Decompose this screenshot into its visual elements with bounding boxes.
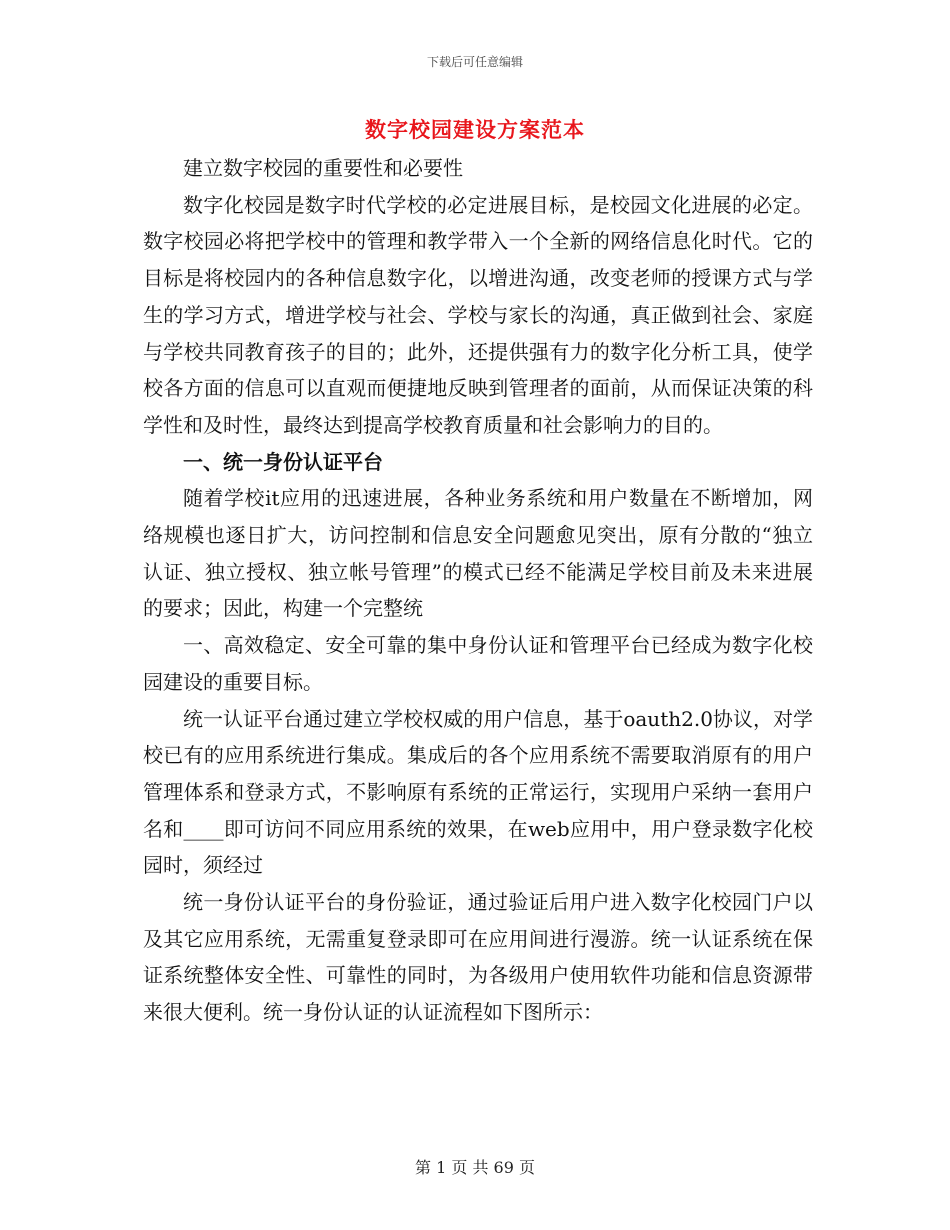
page-number: 第 1 页 共 69 页: [415, 1158, 535, 1177]
paragraph: 随着学校it应用的迅速进展，各种业务系统和用户数量在不断增加，网络规模也逐日扩大，访问控制和信息安全问题愈见突出，原有分散的“独立认证、独立授权、独立帐号管理”的模式已经不能满足学校目前及未来进展的要求；因此，构建一个完整统: [143, 486, 813, 621]
document-body: [143, 150, 813, 1031]
paragraph: 统一身份认证平台的身份验证，通过验证后用户进入数字化校园门户以及其它应用系统，无需重复登录即可在应用间进行漫游。统一认证系统在保证系统整体安全性、可靠性的同时，为各级用户使用软件功能和信息资源带来很大便利。统一身份认证的认证流程如下图所示：: [143, 890, 813, 1025]
document-title: 数字校园建设方案范本: [365, 117, 585, 142]
paragraph: 数字化校园是数字时代学校的必定进展目标，是校园文化进展的必定。数字校园必将把学校中的管理和教学带入一个全新的网络信息化时代。它的目标是将校园内的各种信息数字化，以增进沟通，改变老师的授课方式与学生的学习方式，增进学校与社会、学校与家长的沟通，真正做到社会、家庭与学校共同教育孩子的目的；此外，还提供强有力的数字化分析工具，使学校各方面的信息可以直观而便捷地反映到管理者的面前，从而保证决策的科学性和及时性，最终达到提高学校教育质量和社会影响力的目的。: [143, 192, 813, 437]
paragraph: 一、高效稳定、安全可靠的集中身份认证和管理平台已经成为数字化校园建设的重要目标。: [143, 633, 813, 694]
page-header-note: 下载后可任意编辑: [426, 55, 523, 69]
section-heading: 一、统一身份认证平台: [183, 449, 383, 474]
paragraph: 建立数字校园的重要性和必要性: [183, 156, 463, 180]
paragraph: 统一认证平台通过建立学校权威的用户信息，基于oauth2.0协议，对学校已有的应用系统进行集成。集成后的各个应用系统不需要取消原有的用户管理体系和登录方式，不影响原有系统的正常运行，实现用户采纳一套用户名和____即可访问不同应用系统的效果，在web应用中，用户登录数字化校园时，须经过: [143, 706, 813, 878]
